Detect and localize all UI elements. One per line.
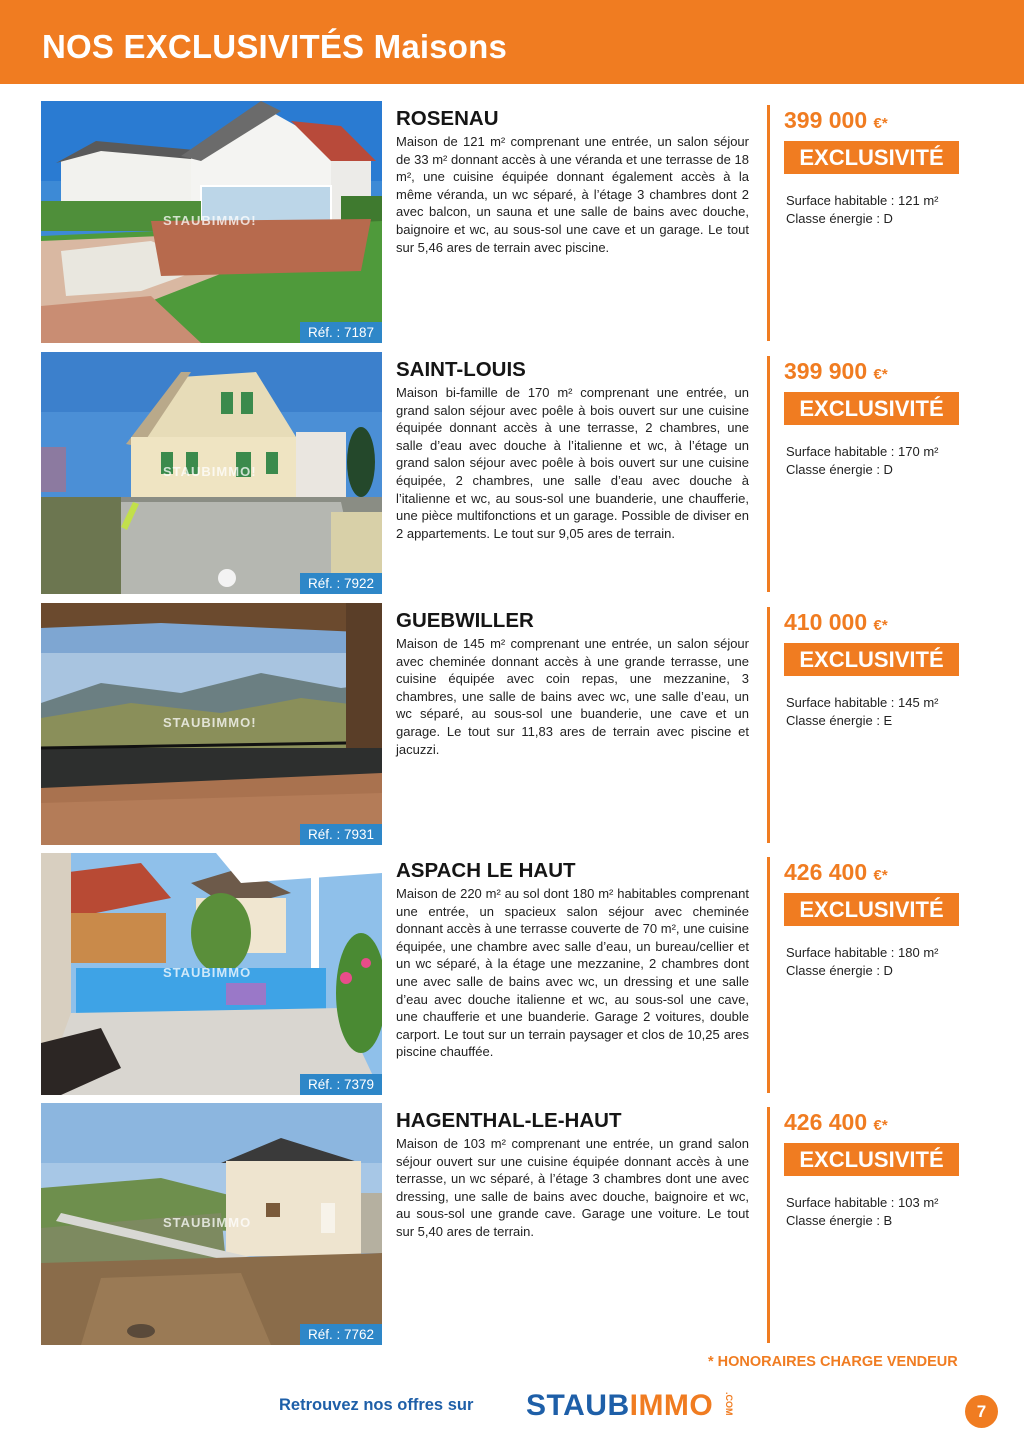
exclusivity-badge: EXCLUSIVITÉ — [784, 643, 959, 676]
price-amount: 399 000 — [784, 107, 868, 133]
surface-text: Surface habitable : 121 m² — [786, 193, 939, 208]
divider-line — [767, 356, 770, 592]
exclusivity-badge: EXCLUSIVITÉ — [784, 141, 959, 174]
divider-line — [767, 1107, 770, 1343]
listing-photo[interactable] — [41, 853, 382, 1095]
price-amount: 426 400 — [784, 1109, 868, 1135]
listing-description-block — [396, 859, 749, 1061]
reference-label: Réf. : 7379 — [300, 1074, 382, 1095]
price-currency: €* — [873, 115, 888, 132]
divider-line — [767, 105, 770, 341]
photo-watermark: STAUBIMMO — [163, 965, 252, 980]
surface-text: Surface habitable : 103 m² — [786, 1195, 939, 1210]
listing-price — [784, 107, 888, 134]
listing-specs — [786, 443, 938, 478]
price-currency: €* — [873, 867, 888, 884]
photo-watermark: STAUBIMMO! — [163, 715, 257, 730]
energy-class-text: Classe énergie : D — [786, 210, 893, 226]
price-amount: 399 900 — [784, 358, 868, 384]
listing-description: Maison de 121 m² comprenant une entrée, un salon séjour de 33 m² donnant accès à une véranda et une terrasse de 18 m², une cuisine équipée donnant également accès à la même véranda, un wc séparé, à l’étage 3 chambres dont 2 avec balcon, un sauna et une salle de bains avec douche, baignoire et wc, au sous-sol une cave et un garage. Le tout sur 5,46 ares de terrain avec piscine. — [396, 134, 749, 255]
listing-description-block — [396, 609, 749, 758]
listing-description: Maison de 220 m² au sol dont 180 m² habitables comprenant une entrée, un spacieux salon séjour avec cheminée donnant accès à une terrasse couverte de 70 m², une cuisine équipée, une chambre avec salle d’eau, un bureau/cellier et un wc séparé, à la étage une mezzanine, 2 chambres dont une avec salle de bains avec wc, un dressing et une salle d’eau avec douche italienne et wc, au sous-sol une cave, une chaufferie et une buanderie. Garage 2 voitures, double carport. Le tout sur un terrain paysager et clos de 10,25 ares piscine chauffée. — [396, 886, 749, 1060]
reference-label: Réf. : 7922 — [300, 573, 382, 594]
listing-aspach-le-haut[interactable] — [0, 853, 1024, 1095]
listing-description-block — [396, 107, 749, 256]
divider-line — [767, 857, 770, 1093]
staubimmo-logo[interactable] — [526, 1386, 734, 1426]
energy-class-text: Classe énergie : B — [786, 1212, 893, 1228]
listing-description-block — [396, 358, 749, 542]
photo-watermark: STAUBIMMO — [163, 1215, 252, 1230]
exclusivity-badge: EXCLUSIVITÉ — [784, 1143, 959, 1176]
listing-description: Maison bi-famille de 170 m² comprenant une entrée, un grand salon séjour avec poêle à bois ouvert sur une cuisine équipée donnant accès à une terrasse, 2 chambres, une salle d’eau avec douche à l’italienne et wc, à l’étage un grand salon séjour avec poêle à bois ouvert sur une cuisine équipée, 2 chambres, une salle d’eau avec douche à l’italienne et wc, au sous-sol une buanderie, une chaufferie, une pièce multifonctions et un garage. Possible de diviser en 2 appartements. Le tout sur 9,05 ares de terrain. — [396, 385, 749, 541]
logo-part-immo: IMMO — [629, 1389, 714, 1422]
listing-description: Maison de 145 m² comprenant une entrée, un salon séjour avec cheminée donnant accès à une grande terrasse, une cuisine équipée avec coin repas, une mezzanine, 3 chambres, une salle de bains avec wc, une salle d’eau, un wc séparé, au sous-sol une buanderie, une cave et un garage. Le tout sur 11,83 ares de terrain avec piscine et jacuzzi. — [396, 636, 749, 757]
logo-part-staub: STAUB — [526, 1389, 630, 1422]
surface-text: Surface habitable : 170 m² — [786, 444, 939, 459]
listing-city: SAINT-LOUIS — [396, 358, 526, 381]
listing-price — [784, 609, 888, 636]
logo-suffix: .COM — [724, 1392, 734, 1416]
energy-class-text: Classe énergie : D — [786, 461, 893, 477]
price-currency: €* — [873, 1117, 888, 1134]
listing-specs — [786, 694, 938, 729]
page-header — [0, 0, 1024, 84]
listing-price — [784, 358, 888, 385]
listing-saint-louis[interactable] — [0, 352, 1024, 594]
listing-specs — [786, 944, 938, 979]
listing-rosenau[interactable] — [0, 101, 1024, 343]
listing-city: ASPACH LE HAUT — [396, 859, 576, 882]
exclusivity-badge: EXCLUSIVITÉ — [784, 392, 959, 425]
listing-description-block — [396, 1109, 749, 1241]
page-title: NOS EXCLUSIVITÉS Maisons — [42, 28, 508, 65]
energy-class-text: Classe énergie : E — [786, 712, 893, 728]
listing-city: ROSENAU — [396, 107, 499, 130]
exclusivity-badge: EXCLUSIVITÉ — [784, 893, 959, 926]
listing-specs — [786, 192, 938, 227]
listing-city: HAGENTHAL-LE-HAUT — [396, 1109, 622, 1132]
listing-guebwiller[interactable] — [0, 603, 1024, 845]
divider-line — [767, 607, 770, 843]
surface-text: Surface habitable : 180 m² — [786, 945, 939, 960]
price-amount: 426 400 — [784, 859, 868, 885]
reference-label: Réf. : 7187 — [300, 322, 382, 343]
price-currency: €* — [873, 617, 888, 634]
price-currency: €* — [873, 366, 888, 383]
listing-specs — [786, 1194, 938, 1229]
reference-label: Réf. : 7762 — [300, 1324, 382, 1345]
reference-label: Réf. : 7931 — [300, 824, 382, 845]
photo-watermark: STAUBIMMO! — [163, 464, 257, 479]
energy-class-text: Classe énergie : D — [786, 962, 893, 978]
listing-hagenthal-le-haut[interactable] — [0, 1103, 1024, 1345]
listing-photo[interactable] — [41, 603, 382, 845]
listing-city: GUEBWILLER — [396, 609, 534, 632]
listing-photo[interactable] — [41, 101, 382, 343]
listing-photo[interactable] — [41, 1103, 382, 1345]
footer-text: Retrouvez nos offres sur — [279, 1396, 474, 1414]
logo-wordmark — [526, 1386, 713, 1426]
surface-text: Surface habitable : 145 m² — [786, 695, 939, 710]
price-amount: 410 000 — [784, 609, 868, 635]
listing-description: Maison de 103 m² comprenant une entrée, un grand salon séjour ouvert sur une cuisine équipée donnant accès à une terrasse, un wc séparé, à l’étage 3 chambres dont une avec dressing, une salle de bains avec douche, baignoire et wc, au sous-sol une grande cave. Garage une voiture. Le tout sur 5,40 ares de terrain. — [396, 1136, 749, 1239]
page-number: 7 — [965, 1395, 998, 1428]
listing-photo[interactable] — [41, 352, 382, 594]
listing-price — [784, 1109, 888, 1136]
photo-watermark: STAUBIMMO! — [163, 213, 257, 228]
fees-footnote: * HONORAIRES CHARGE VENDEUR — [708, 1354, 958, 1370]
listing-price — [784, 859, 888, 886]
